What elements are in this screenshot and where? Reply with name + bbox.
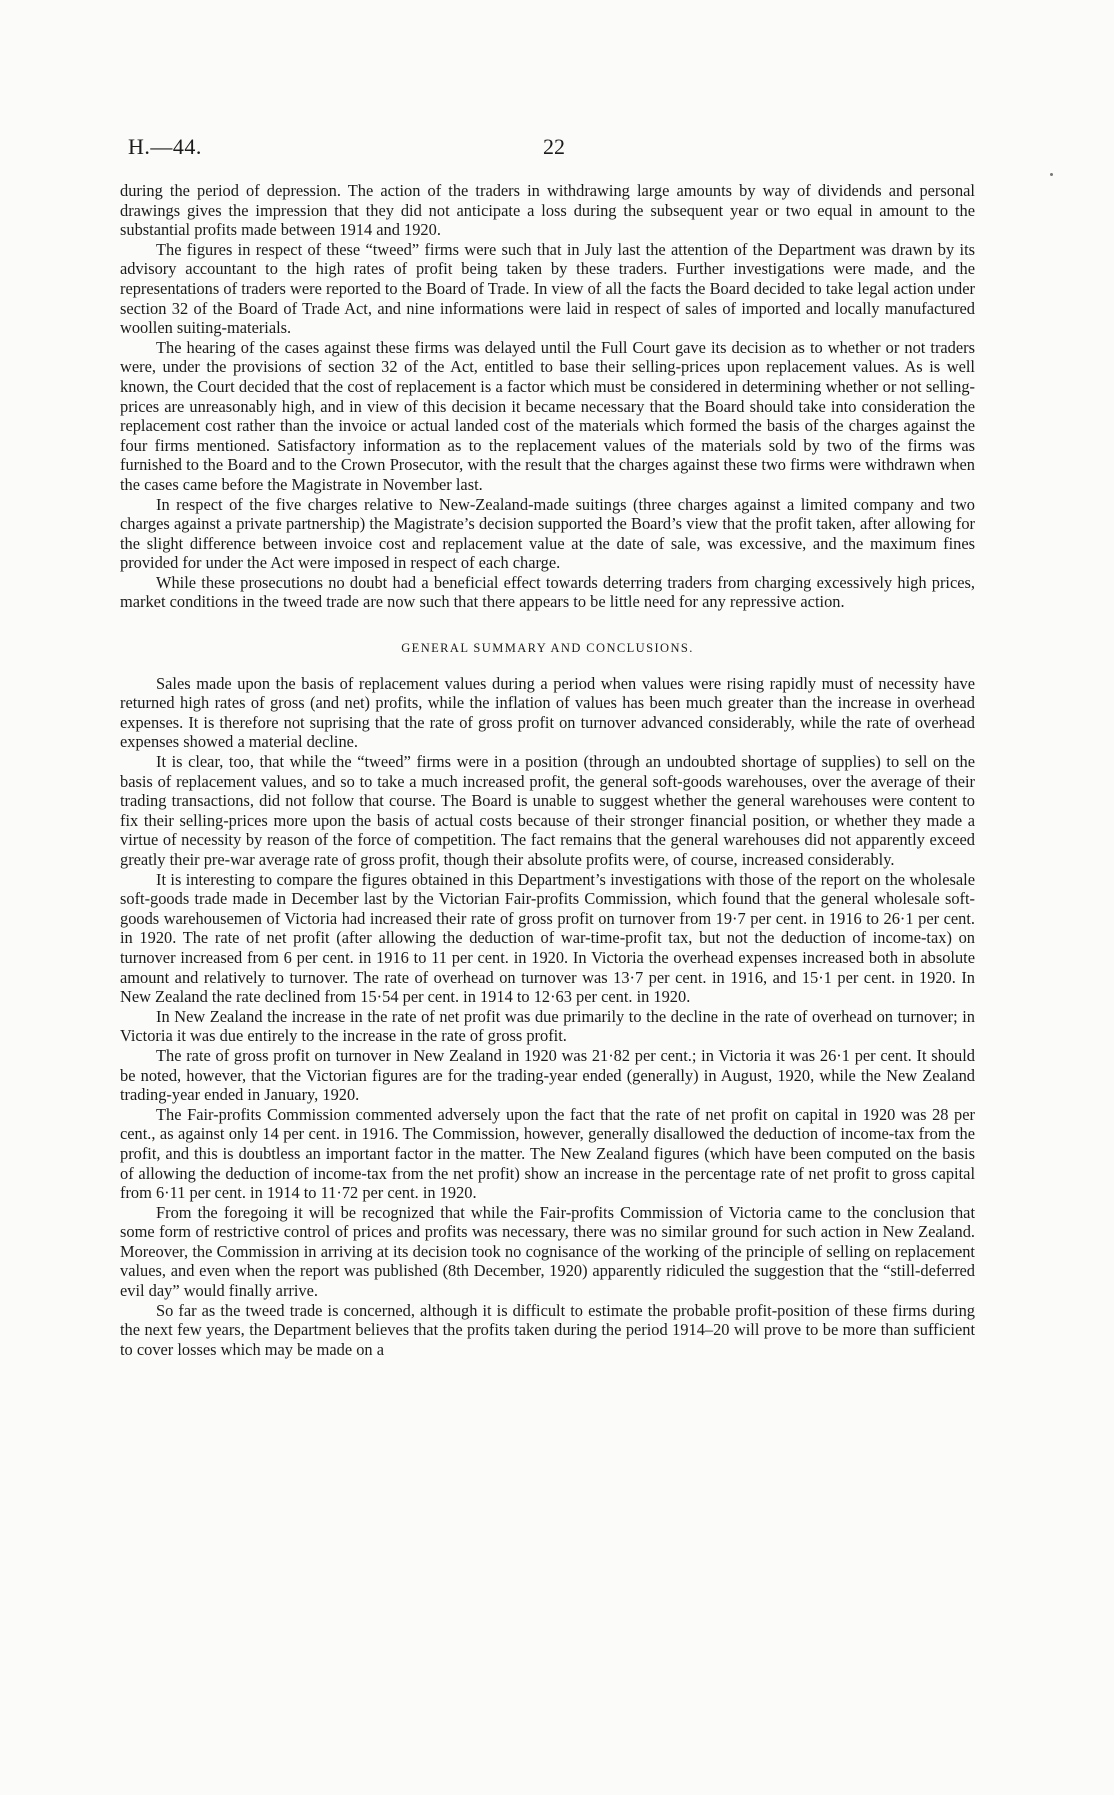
section-title: GENERAL SUMMARY AND CONCLUSIONS.	[401, 641, 694, 656]
paragraph: In New Zealand the increase in the rate of net profit was due primarily to the decline in the rate of overhead on turnover; in Victoria it was due entirely to the increase in the rate of gross profit.	[120, 1006, 975, 1046]
paragraph: It is interesting to compare the figures obtained in this Department’s investigations with those of the report on the wholesale soft-goods trade made in December last by the Victorian Fair-profits Commission, which found that the general wholesale soft-goods warehousemen of Victoria had increased their rate of gross profit on turnover from 19·7 per cent. in 1916 to 26·1 per cent. in 1920. The rate of net profit (after allowing the deduction of war-time-profit tax, but not the deduction of income-tax) on turnover increased from 6 per cent. in 1916 to 11 per cent. in 1920. In Victoria the overhead expenses increased both in absolute amount and relatively to turnover. The rate of overhead on turnover was 13·7 per cent. in 1916, and 15·1 per cent. in 1920. In New Zealand the rate declined from 15·54 per cent. in 1914 to 12·63 per cent. in 1920.	[120, 869, 975, 1007]
paragraph: It is clear, too, that while the “tweed” firms were in a position (through an undoubted shortage of supplies) to sell on the basis of replacement values, and so to take a much increased profit, the general soft-goods warehouses, over the average of their trading transactions, did not follow that course. The Board is unable to suggest whether the general warehouses were content to fix their selling-prices more upon the basis of actual costs because of their stronger financial position, or whether they made a virtue of necessity by reason of the force of competition. The fact remains that the general warehouses did not apparently exceed greatly their pre-war average rate of gross profit, though their absolute profits were, of course, increased considerably.	[120, 752, 975, 869]
paragraph: The figures in respect of these “tweed” firms were such that in July last the attention of the Department was drawn by its advisory accountant to the high rates of profit being taken by these traders. Further investigations were made, and the representations of traders were reported to the Board of Trade. In view of all the facts the Board decided to take legal action under section 32 of the Board of Trade Act, and nine informations were laid in respect of sales of imported and locally manufactured woollen suiting-materials.	[120, 239, 975, 338]
paragraph: The hearing of the cases against these firms was delayed until the Full Court gave its decision as to whether or not traders were, under the provisions of section 32 of the Act, entitled to base their selling-prices upon replacement values. As is well known, the Court decided that the cost of replacement is a factor which must be considered in determining whether or not selling-prices are unreasonably high, and in view of this decision it became necessary that the Board should take into consideration the replacement cost rather than the invoice or actual landed cost of the materials which formed the basis of the charges against the four firms mentioned. Satisfactory information as to the replacement values of the materials sold by two of the firms was furnished to the Board and to the Crown Prosecutor, with the result that the charges against these two firms were withdrawn when the cases came before the Magistrate in November last.	[120, 337, 975, 494]
page-header	[128, 134, 968, 174]
paragraph: during the period of depression. The action of the traders in withdrawing large amounts by way of dividends and personal drawings gives the impression that they did not anticipate a loss during the subsequent year or two equal in amount to the substantial profits made between 1914 and 1920.	[120, 181, 975, 240]
paragraph: Sales made upon the basis of replacement values during a period when values were rising rapidly must of necessity have returned high rates of gross (and net) profits, while the inflation of values has been much greater than the increase in overhead expenses. It is therefore not suprising that the rate of gross profit on turnover advanced considerably, while the rate of overhead expenses showed a material decline.	[120, 673, 975, 752]
scan-speck	[1050, 173, 1053, 176]
paragraph: So far as the tweed trade is concerned, although it is difficult to estimate the probable profit-position of these firms during the next few years, the Department believes that the profits taken during the period 1914–20 will prove to be more than sufficient to cover losses which may be made on a	[120, 1300, 975, 1359]
document-body	[120, 181, 975, 1359]
document-reference: H.—44.	[128, 134, 202, 159]
paragraph: From the foregoing it will be recognized that while the Fair-profits Commission of Victoria came to the conclusion that some form of restrictive control of prices and profits was necessary, there was no similar ground for such action in New Zealand. Moreover, the Commission in arriving at its decision took no cognisance of the working of the principle of selling on replacement values, and even when the report was published (8th December, 1920) apparently ridiculed the suggestion that the “still-deferred evil day” would finally arrive.	[120, 1202, 975, 1301]
paragraph: The Fair-profits Commission commented adversely upon the fact that the rate of net profit on capital in 1920 was 28 per cent., as against only 14 per cent. in 1916. The Commission, however, generally disallowed the deduction of income-tax from the profit, and this is doubtless an important factor in the matter. The New Zealand figures (which have been computed on the basis of allowing the deduction of income-tax from the net profit) show an increase in the percentage rate of net profit to gross capital from 6·11 per cent. in 1914 to 11·72 per cent. in 1920.	[120, 1104, 975, 1203]
paragraph: The rate of gross profit on turnover in New Zealand in 1920 was 21·82 per cent.; in Victoria it was 26·1 per cent. It should be noted, however, that the Victorian figures are for the trading-year ended (generally) in August, 1920, while the New Zealand trading-year ended in January, 1920.	[120, 1045, 975, 1105]
paragraph: In respect of the five charges relative to New-Zealand-made suitings (three charges against a limited company and two charges against a private partnership) the Magistrate’s decision supported the Board’s view that the profit taken, after allowing for the slight difference between invoice cost and replacement value at the date of sale, was excessive, and the maximum fines provided for under the Act were imposed in respect of each charge.	[120, 494, 975, 573]
page-number: 22	[543, 134, 565, 159]
paragraph: While these prosecutions no doubt had a beneficial effect towards deterring traders from charging excessively high prices, market conditions in the tweed trade are now such that there appears to be little need for any repressive action.	[120, 572, 975, 612]
